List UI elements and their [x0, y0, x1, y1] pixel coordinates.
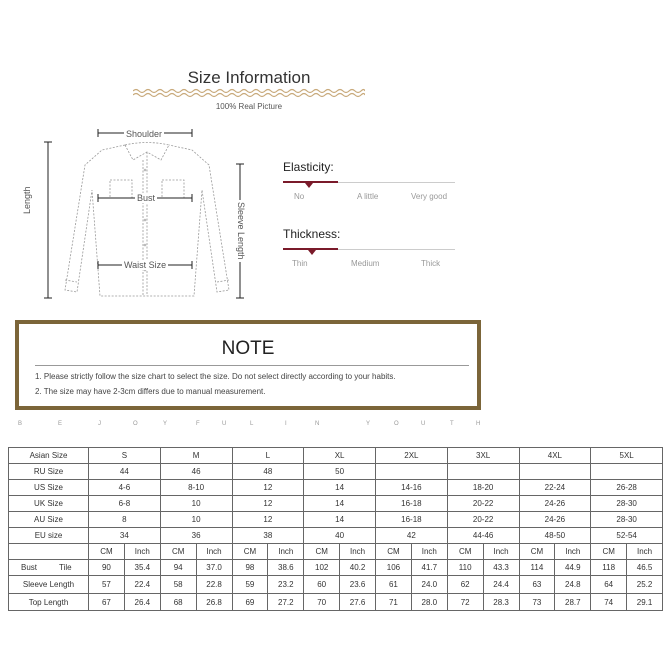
table-cell: 50 [304, 464, 376, 480]
table-cell: 27.6 [340, 594, 376, 611]
shoulder-label: Shoulder [126, 129, 163, 139]
table-cell: Top Length [9, 594, 89, 611]
table-row [9, 576, 663, 594]
table-cell: 57 [89, 576, 125, 594]
table-cell: CM [89, 544, 125, 560]
table-cell: 20-22 [447, 512, 519, 528]
table-cell: 25.2 [627, 576, 663, 594]
table-cell: L [232, 448, 304, 464]
table-row [9, 464, 663, 480]
table-cell: 14 [304, 480, 376, 496]
page-title: Size Information [187, 68, 311, 87]
table-cell: 72 [447, 594, 483, 611]
measurement-label: Bust [21, 563, 38, 572]
table-cell: 12 [232, 496, 304, 512]
decorative-letter: E [58, 421, 63, 427]
table-cell: 44 [89, 464, 161, 480]
elasticity-title: Elasticity: [283, 160, 334, 174]
decorative-wave [133, 88, 365, 98]
table-row [9, 560, 663, 576]
table-cell [447, 464, 519, 480]
table-cell: Inch [411, 544, 447, 560]
table-cell: CM [304, 544, 340, 560]
table-cell: 110 [447, 560, 483, 576]
table-cell: 14 [304, 496, 376, 512]
table-cell: 6-8 [89, 496, 161, 512]
table-cell: CM [591, 544, 627, 560]
table-cell: 61 [376, 576, 412, 594]
thickness-option: Thin [292, 259, 308, 268]
decorative-letter: F [196, 421, 200, 427]
table-cell: 60 [304, 576, 340, 594]
table-cell: CM [232, 544, 268, 560]
table-cell: 8-10 [160, 480, 232, 496]
table-cell: 4XL [519, 448, 591, 464]
table-cell: 46 [160, 464, 232, 480]
table-cell: 38 [232, 528, 304, 544]
table-cell: 24.0 [411, 576, 447, 594]
bust-label: Bust [137, 193, 156, 203]
decorative-letter: U [222, 421, 227, 427]
table-cell: 24-26 [519, 512, 591, 528]
table-cell: Inch [124, 544, 160, 560]
length-label: Length [22, 186, 32, 214]
table-cell: US Size [9, 480, 89, 496]
table-cell: 42 [376, 528, 448, 544]
table-row [9, 544, 663, 560]
table-cell: 23.6 [340, 576, 376, 594]
note-item: 1. Please strictly follow the size chart to select the size. Do not select directly according to your habits. [35, 372, 396, 381]
decorative-letter: T [450, 421, 454, 427]
note-item: 2. The size may have 2-3cm differs due to manual measurement. [35, 387, 266, 396]
table-cell: 114 [519, 560, 555, 576]
size-table [8, 447, 663, 611]
measurement-sublabel: Tile [59, 563, 72, 572]
table-cell: 26.8 [196, 594, 232, 611]
shirt-diagram [40, 120, 255, 305]
table-cell: 2XL [376, 448, 448, 464]
decorative-letter: B [18, 421, 23, 427]
table-cell: 29.1 [627, 594, 663, 611]
table-cell: 62 [447, 576, 483, 594]
table-row [9, 528, 663, 544]
table-cell: 68 [160, 594, 196, 611]
table-cell: Asian Size [9, 448, 89, 464]
table-cell: 14 [304, 512, 376, 528]
table-cell: 44.9 [555, 560, 591, 576]
table-cell: 24-26 [519, 496, 591, 512]
table-cell: 44-46 [447, 528, 519, 544]
table-cell: Inch [483, 544, 519, 560]
table-cell: 90 [89, 560, 125, 576]
table-cell: 40 [304, 528, 376, 544]
table-cell: CM [447, 544, 483, 560]
table-cell: 34 [89, 528, 161, 544]
decorative-letter: U [421, 421, 426, 427]
elasticity-option: Very good [411, 192, 448, 201]
table-cell: Inch [627, 544, 663, 560]
elasticity-option: A little [357, 192, 379, 201]
table-cell: 41.7 [411, 560, 447, 576]
table-cell: 26.4 [124, 594, 160, 611]
table-cell: 94 [160, 560, 196, 576]
decorative-letter: J [98, 421, 101, 427]
decorative-letter: Y [163, 421, 168, 427]
decorative-letter: I [285, 421, 287, 427]
table-cell: 22.4 [124, 576, 160, 594]
table-cell: Inch [340, 544, 376, 560]
note-divider [35, 365, 469, 366]
table-cell: 22-24 [519, 480, 591, 496]
table-cell: 38.6 [268, 560, 304, 576]
table-cell: 73 [519, 594, 555, 611]
table-cell: 10 [160, 496, 232, 512]
table-cell: 12 [232, 480, 304, 496]
table-cell: 102 [304, 560, 340, 576]
table-cell: XL [304, 448, 376, 464]
table-cell: 46.5 [627, 560, 663, 576]
table-cell: M [160, 448, 232, 464]
table-cell: 67 [89, 594, 125, 611]
table-cell: 98 [232, 560, 268, 576]
table-cell: 16-18 [376, 496, 448, 512]
table-row [9, 512, 663, 528]
table-cell: 40.2 [340, 560, 376, 576]
table-cell: 59 [232, 576, 268, 594]
table-cell: 23.2 [268, 576, 304, 594]
table-cell: CM [376, 544, 412, 560]
table-cell: 26-28 [591, 480, 663, 496]
table-cell: 43.3 [483, 560, 519, 576]
table-cell: 63 [519, 576, 555, 594]
elasticity-marker-icon [305, 183, 313, 188]
waist-size-label: Waist Size [124, 260, 167, 270]
table-cell: Inch [555, 544, 591, 560]
note-title: NOTE [221, 338, 275, 359]
table-cell: 28-30 [591, 496, 663, 512]
table-cell: 106 [376, 560, 412, 576]
table-cell: 48-50 [519, 528, 591, 544]
table-cell: 69 [232, 594, 268, 611]
decorative-letter: L [250, 421, 254, 427]
thickness-option: Medium [351, 259, 380, 268]
table-cell: Inch [268, 544, 304, 560]
table-cell: 10 [160, 512, 232, 528]
table-cell: 71 [376, 594, 412, 611]
table-cell [376, 464, 448, 480]
elasticity-option: No [294, 192, 305, 201]
table-cell: Sleeve Length [9, 576, 89, 594]
table-cell: 16-18 [376, 512, 448, 528]
decorative-letter: H [476, 421, 481, 427]
table-cell: 28.3 [483, 594, 519, 611]
table-cell: 52-54 [591, 528, 663, 544]
table-cell: 24.4 [483, 576, 519, 594]
table-row [9, 480, 663, 496]
note-box [15, 320, 481, 410]
sleeve-length-label: Sleeve Length [236, 202, 246, 260]
page-subtitle: 100% Real Picture [215, 102, 283, 111]
decorative-letter: O [394, 421, 399, 427]
table-cell: 28.0 [411, 594, 447, 611]
table-cell: 74 [591, 594, 627, 611]
table-cell: 37.0 [196, 560, 232, 576]
table-row [9, 594, 663, 611]
table-cell: 36 [160, 528, 232, 544]
table-cell [9, 544, 89, 560]
decorative-letter: Y [366, 421, 371, 427]
table-cell: CM [519, 544, 555, 560]
table-cell [519, 464, 591, 480]
thickness-marker-icon [308, 250, 316, 255]
thickness-option: Thick [421, 259, 441, 268]
table-cell: 5XL [591, 448, 663, 464]
table-cell: 22.8 [196, 576, 232, 594]
table-cell: CM [160, 544, 196, 560]
table-cell: 27.2 [268, 594, 304, 611]
table-cell [591, 464, 663, 480]
table-cell: S [89, 448, 161, 464]
table-cell: 28-30 [591, 512, 663, 528]
thickness-title: Thickness: [283, 227, 341, 241]
table-cell: 4-6 [89, 480, 161, 496]
table-cell: 28.7 [555, 594, 591, 611]
table-cell: 20-22 [447, 496, 519, 512]
table-cell: 35.4 [124, 560, 160, 576]
table-cell: 48 [232, 464, 304, 480]
table-cell: 8 [89, 512, 161, 528]
table-cell: 3XL [447, 448, 519, 464]
table-cell: Inch [196, 544, 232, 560]
table-cell: UK Size [9, 496, 89, 512]
table-cell [9, 560, 89, 576]
table-cell: 12 [232, 512, 304, 528]
table-cell: 14-16 [376, 480, 448, 496]
table-row [9, 496, 663, 512]
table-cell: AU Size [9, 512, 89, 528]
table-row [9, 448, 663, 464]
table-cell: 18-20 [447, 480, 519, 496]
table-cell: 118 [591, 560, 627, 576]
decorative-letter: N [315, 421, 320, 427]
table-cell: 70 [304, 594, 340, 611]
table-cell: 24.8 [555, 576, 591, 594]
table-cell: 58 [160, 576, 196, 594]
table-cell: RU Size [9, 464, 89, 480]
table-cell: 64 [591, 576, 627, 594]
table-cell: EU size [9, 528, 89, 544]
decorative-letter: O [133, 421, 138, 427]
